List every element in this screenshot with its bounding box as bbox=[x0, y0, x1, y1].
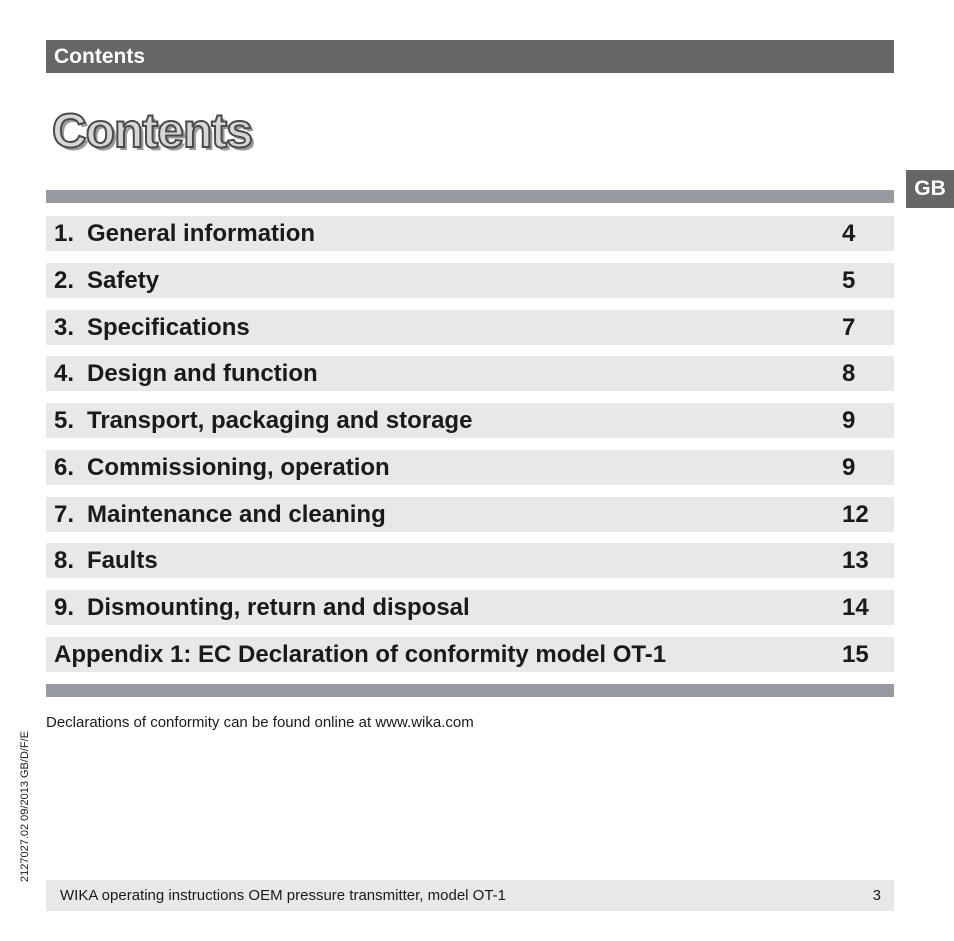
bottom-divider bbox=[46, 684, 894, 697]
toc-row-appendix-1[interactable] bbox=[46, 637, 894, 672]
toc-title: Maintenance and cleaning bbox=[87, 501, 386, 528]
toc-title: Transport, packaging and storage bbox=[87, 407, 473, 434]
toc-row-commissioning[interactable] bbox=[46, 450, 894, 485]
page-footer bbox=[46, 880, 894, 911]
toc-row-dismounting[interactable] bbox=[46, 590, 894, 625]
document-code: 2127027.02 09/2013 GB/D/F/E bbox=[19, 730, 31, 882]
toc-row-general-information[interactable] bbox=[46, 216, 894, 251]
toc-page-number: 13 bbox=[842, 547, 869, 574]
toc-row-design-and-function[interactable] bbox=[46, 356, 894, 391]
toc-page-number: 9 bbox=[842, 454, 856, 481]
toc-title: Faults bbox=[87, 547, 158, 574]
toc-number: 9. bbox=[54, 594, 75, 621]
toc-page-number: 8 bbox=[842, 360, 856, 387]
toc-number: 2. bbox=[54, 267, 75, 294]
footer-text: WIKA operating instructions OEM pressure transmitter, model OT-1 bbox=[60, 887, 507, 904]
toc-title: Dismounting, return and disposal bbox=[87, 594, 470, 621]
toc-number: 8. bbox=[54, 547, 75, 574]
toc-number: 6. bbox=[54, 454, 75, 481]
top-divider bbox=[46, 190, 894, 203]
page-title: Contents bbox=[52, 105, 252, 158]
toc-page-number: 7 bbox=[842, 314, 856, 341]
toc-number: 5. bbox=[54, 407, 75, 434]
toc-row-faults[interactable] bbox=[46, 543, 894, 578]
toc-title: Safety bbox=[87, 267, 160, 294]
toc-row-maintenance[interactable] bbox=[46, 497, 894, 532]
toc-page-number: 5 bbox=[842, 267, 856, 294]
toc-number: 4. bbox=[54, 360, 75, 387]
toc-title: Appendix 1: EC Declaration of conformity model OT-1 bbox=[54, 641, 667, 668]
toc-row-safety[interactable] bbox=[46, 263, 894, 298]
footer-page-number: 3 bbox=[872, 887, 881, 904]
toc-page-number: 4 bbox=[842, 220, 856, 247]
toc-page-number: 15 bbox=[842, 641, 869, 668]
conformity-note: Declarations of conformity can be found online at www.wika.com bbox=[46, 714, 474, 731]
toc-page-number: 12 bbox=[842, 501, 869, 528]
toc-number: 7. bbox=[54, 501, 75, 528]
language-tab[interactable]: GB bbox=[906, 170, 954, 208]
toc-row-transport[interactable] bbox=[46, 403, 894, 438]
toc-number: 3. bbox=[54, 314, 75, 341]
section-header-label: Contents bbox=[54, 45, 145, 68]
section-header-bar bbox=[46, 40, 894, 73]
toc-title: General information bbox=[87, 220, 316, 247]
toc-title: Commissioning, operation bbox=[87, 454, 390, 481]
toc-title: Design and function bbox=[87, 360, 318, 387]
toc-title: Specifications bbox=[87, 314, 250, 341]
toc-number: 1. bbox=[54, 220, 75, 247]
toc-page-number: 9 bbox=[842, 407, 856, 434]
toc-page-number: 14 bbox=[842, 594, 869, 621]
toc-row-specifications[interactable] bbox=[46, 310, 894, 345]
